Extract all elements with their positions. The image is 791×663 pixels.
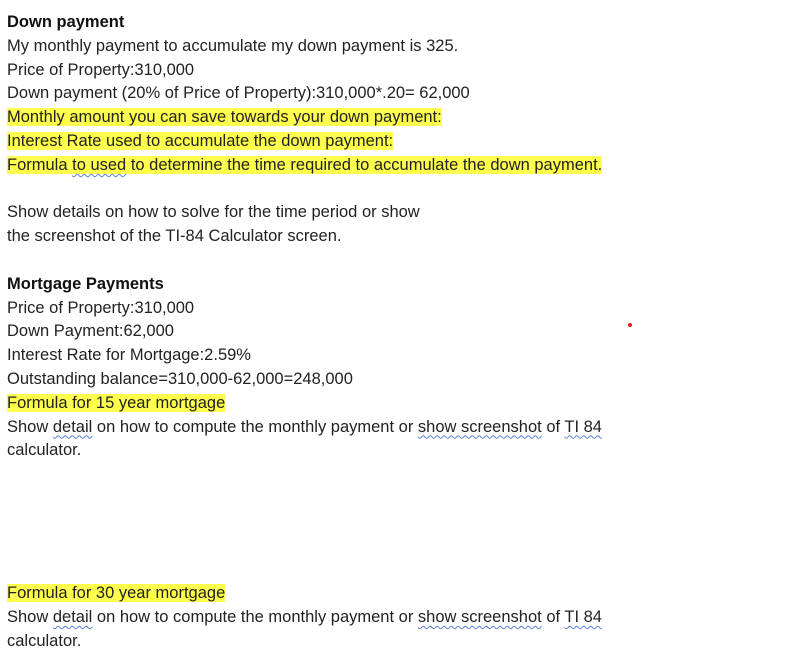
mortgage-heading: Mortgage Payments [7, 274, 164, 293]
price-of-property-line: Price of Property:310,000 [7, 60, 195, 79]
show-text: Show [7, 417, 53, 436]
mortgage-down-payment-line: Down Payment:62,000 [7, 322, 174, 341]
spellcheck-show-screenshot[interactable]: show screenshot [417, 607, 542, 626]
formula-15-highlight: Formula for 15 year mortgage [7, 393, 226, 412]
outstanding-balance-line: Outstanding balance=310,000-62,000=248,000 [7, 369, 353, 388]
calculator-30-line: calculator. [7, 631, 82, 650]
show-text: Show [7, 607, 53, 626]
formula-15-line [7, 392, 787, 416]
spellcheck-show-screenshot[interactable]: show screenshot [417, 417, 542, 436]
show-text-of: of [541, 417, 565, 436]
show-details-line-2: the screenshot of the TI-84 Calculator screen. [7, 227, 342, 246]
spellcheck-ti84[interactable]: TI 84 [564, 417, 602, 436]
monthly-amount-highlight: Monthly amount you can save towards your down payment: [7, 108, 442, 127]
blank-space [7, 463, 787, 582]
interest-rate-highlight: Interest Rate used to accumulate the down payment: [7, 131, 394, 150]
spellcheck-detail[interactable]: detail [52, 607, 93, 626]
spellcheck-ti84[interactable]: TI 84 [564, 607, 602, 626]
formula-time-line [7, 154, 787, 178]
down-payment-heading: Down payment [7, 13, 125, 31]
formula-time-highlight [7, 156, 602, 174]
show-text-middle: on how to compute the monthly payment or [92, 607, 418, 626]
monthly-amount-line [7, 106, 787, 130]
show-text-middle: on how to compute the monthly payment or [92, 417, 418, 436]
mortgage-price-line: Price of Property:310,000 [7, 298, 195, 317]
monthly-payment-line: My monthly payment to accumulate my down payment is 325. [7, 36, 459, 55]
down-payment-calc-line: Down payment (20% of Price of Property):310,000*.20= 62,000 [7, 84, 470, 103]
show-details-line-1: Show details on how to solve for the time period or show [7, 203, 420, 222]
formula-30-highlight: Formula for 30 year mortgage [7, 584, 226, 603]
show-detail-15-line [7, 416, 787, 440]
spellcheck-to-used[interactable]: to used [72, 155, 127, 174]
cursor-dot [628, 323, 632, 327]
show-text-of: of [541, 607, 565, 626]
calculator-15-line: calculator. [7, 441, 82, 460]
blank-line [7, 178, 787, 202]
formula-30-line [7, 582, 787, 606]
blank-line [7, 249, 787, 273]
spellcheck-detail[interactable]: detail [52, 417, 93, 436]
document-body [7, 11, 787, 654]
formula-pre: Formula [7, 155, 73, 174]
formula-post: to determine the time required to accumulate the down payment. [126, 155, 603, 174]
show-detail-30-line [7, 606, 787, 630]
interest-rate-line [7, 130, 787, 154]
mortgage-interest-rate-line: Interest Rate for Mortgage:2.59% [7, 346, 251, 365]
